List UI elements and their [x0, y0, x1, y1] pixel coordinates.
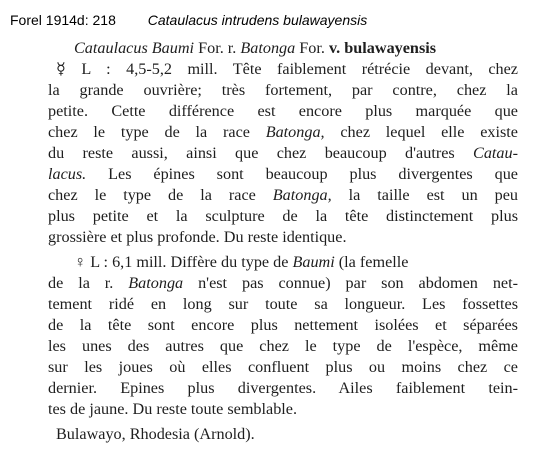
text-line: [48, 252, 518, 273]
text-run: du reste aussi, ainsi que chez beaucoup d'autres: [48, 144, 474, 162]
text-run: ♀ L : 6,1 mill. Diffère du type de: [74, 253, 293, 271]
text-line: [48, 38, 518, 59]
text-run: sur les joues où elles confluent plus ou moins chez ce: [48, 358, 518, 376]
caption-header: [10, 12, 530, 28]
text-line: [48, 227, 518, 248]
text-run: ☿ L : 4,5-5,2 mill. Tête faiblement rétrécie devant, chez: [56, 60, 518, 78]
text-run: For.: [295, 39, 329, 57]
italic-text: Batonga,: [272, 186, 332, 204]
text-line: [48, 206, 518, 227]
italic-text: Batonga: [128, 274, 184, 292]
italic-text: Batonga,: [265, 123, 325, 141]
text-run: grossière et plus profonde. Du reste identique.: [48, 228, 347, 246]
text-line: [48, 101, 518, 122]
text-line: [48, 378, 518, 399]
text-line: [48, 164, 518, 185]
citation-label: Forel 1914d: 218: [10, 12, 116, 28]
text-run: la grande ouvrière; très fortement, par contre, chez la: [48, 81, 518, 99]
text-line: [48, 273, 518, 294]
text-run: dernier. Epines plus divergentes. Ailes faiblement tein-: [48, 379, 518, 397]
text-run: chez lequel elle existe: [324, 123, 518, 141]
text-run: (la femelle: [334, 253, 409, 271]
text-run: For. r.: [194, 39, 241, 57]
text-line: [48, 315, 518, 336]
text-run: Les épines sont beaucoup plus divergentes que: [86, 165, 518, 183]
text-run: chez le type de la race: [48, 123, 266, 141]
text-run: plus petite et la sculpture de la tête distinctement plus: [48, 207, 518, 225]
species-name: Cataulacus intrudens bulawayensis: [147, 12, 368, 28]
text-run: n'est pas connue) par son abdomen net-: [183, 274, 518, 292]
scanned-text-block: [48, 38, 518, 445]
text-line: [48, 336, 518, 357]
text-line: [48, 59, 518, 80]
italic-text: Batonga: [240, 39, 296, 57]
text-run: tement ridé en long sur toute sa longueur. Les fossettes: [48, 295, 518, 313]
text-run: les unes des autres que chez le type de l'espèce, même: [48, 337, 518, 355]
text-line: [48, 357, 518, 378]
text-line: [48, 143, 518, 164]
italic-text: lacus.: [48, 165, 87, 183]
bold-text: v. bulawayensis: [328, 39, 437, 57]
text-run: de la r.: [48, 274, 129, 292]
text-run: tes de jaune. Du reste toute semblable.: [48, 400, 298, 418]
text-run: petite. Cette différence est encore plus marquée que: [48, 102, 518, 120]
text-line: [48, 185, 518, 206]
text-run: la taille est un peu: [331, 186, 518, 204]
italic-text: Baumi: [292, 253, 335, 271]
text-line: [48, 80, 518, 101]
text-run: de la tête sont encore plus nettement isolées et séparées: [48, 316, 518, 334]
text-line: [48, 424, 518, 445]
text-run: chez le type de la race: [48, 186, 273, 204]
text-line: [48, 122, 518, 143]
italic-text: Cataulacus Baumi: [74, 39, 195, 57]
italic-text: Catau-: [473, 144, 518, 162]
text-line: [48, 294, 518, 315]
text-line: [48, 399, 518, 420]
text-run: Bulawayo, Rhodesia (Arnold).: [56, 425, 255, 443]
